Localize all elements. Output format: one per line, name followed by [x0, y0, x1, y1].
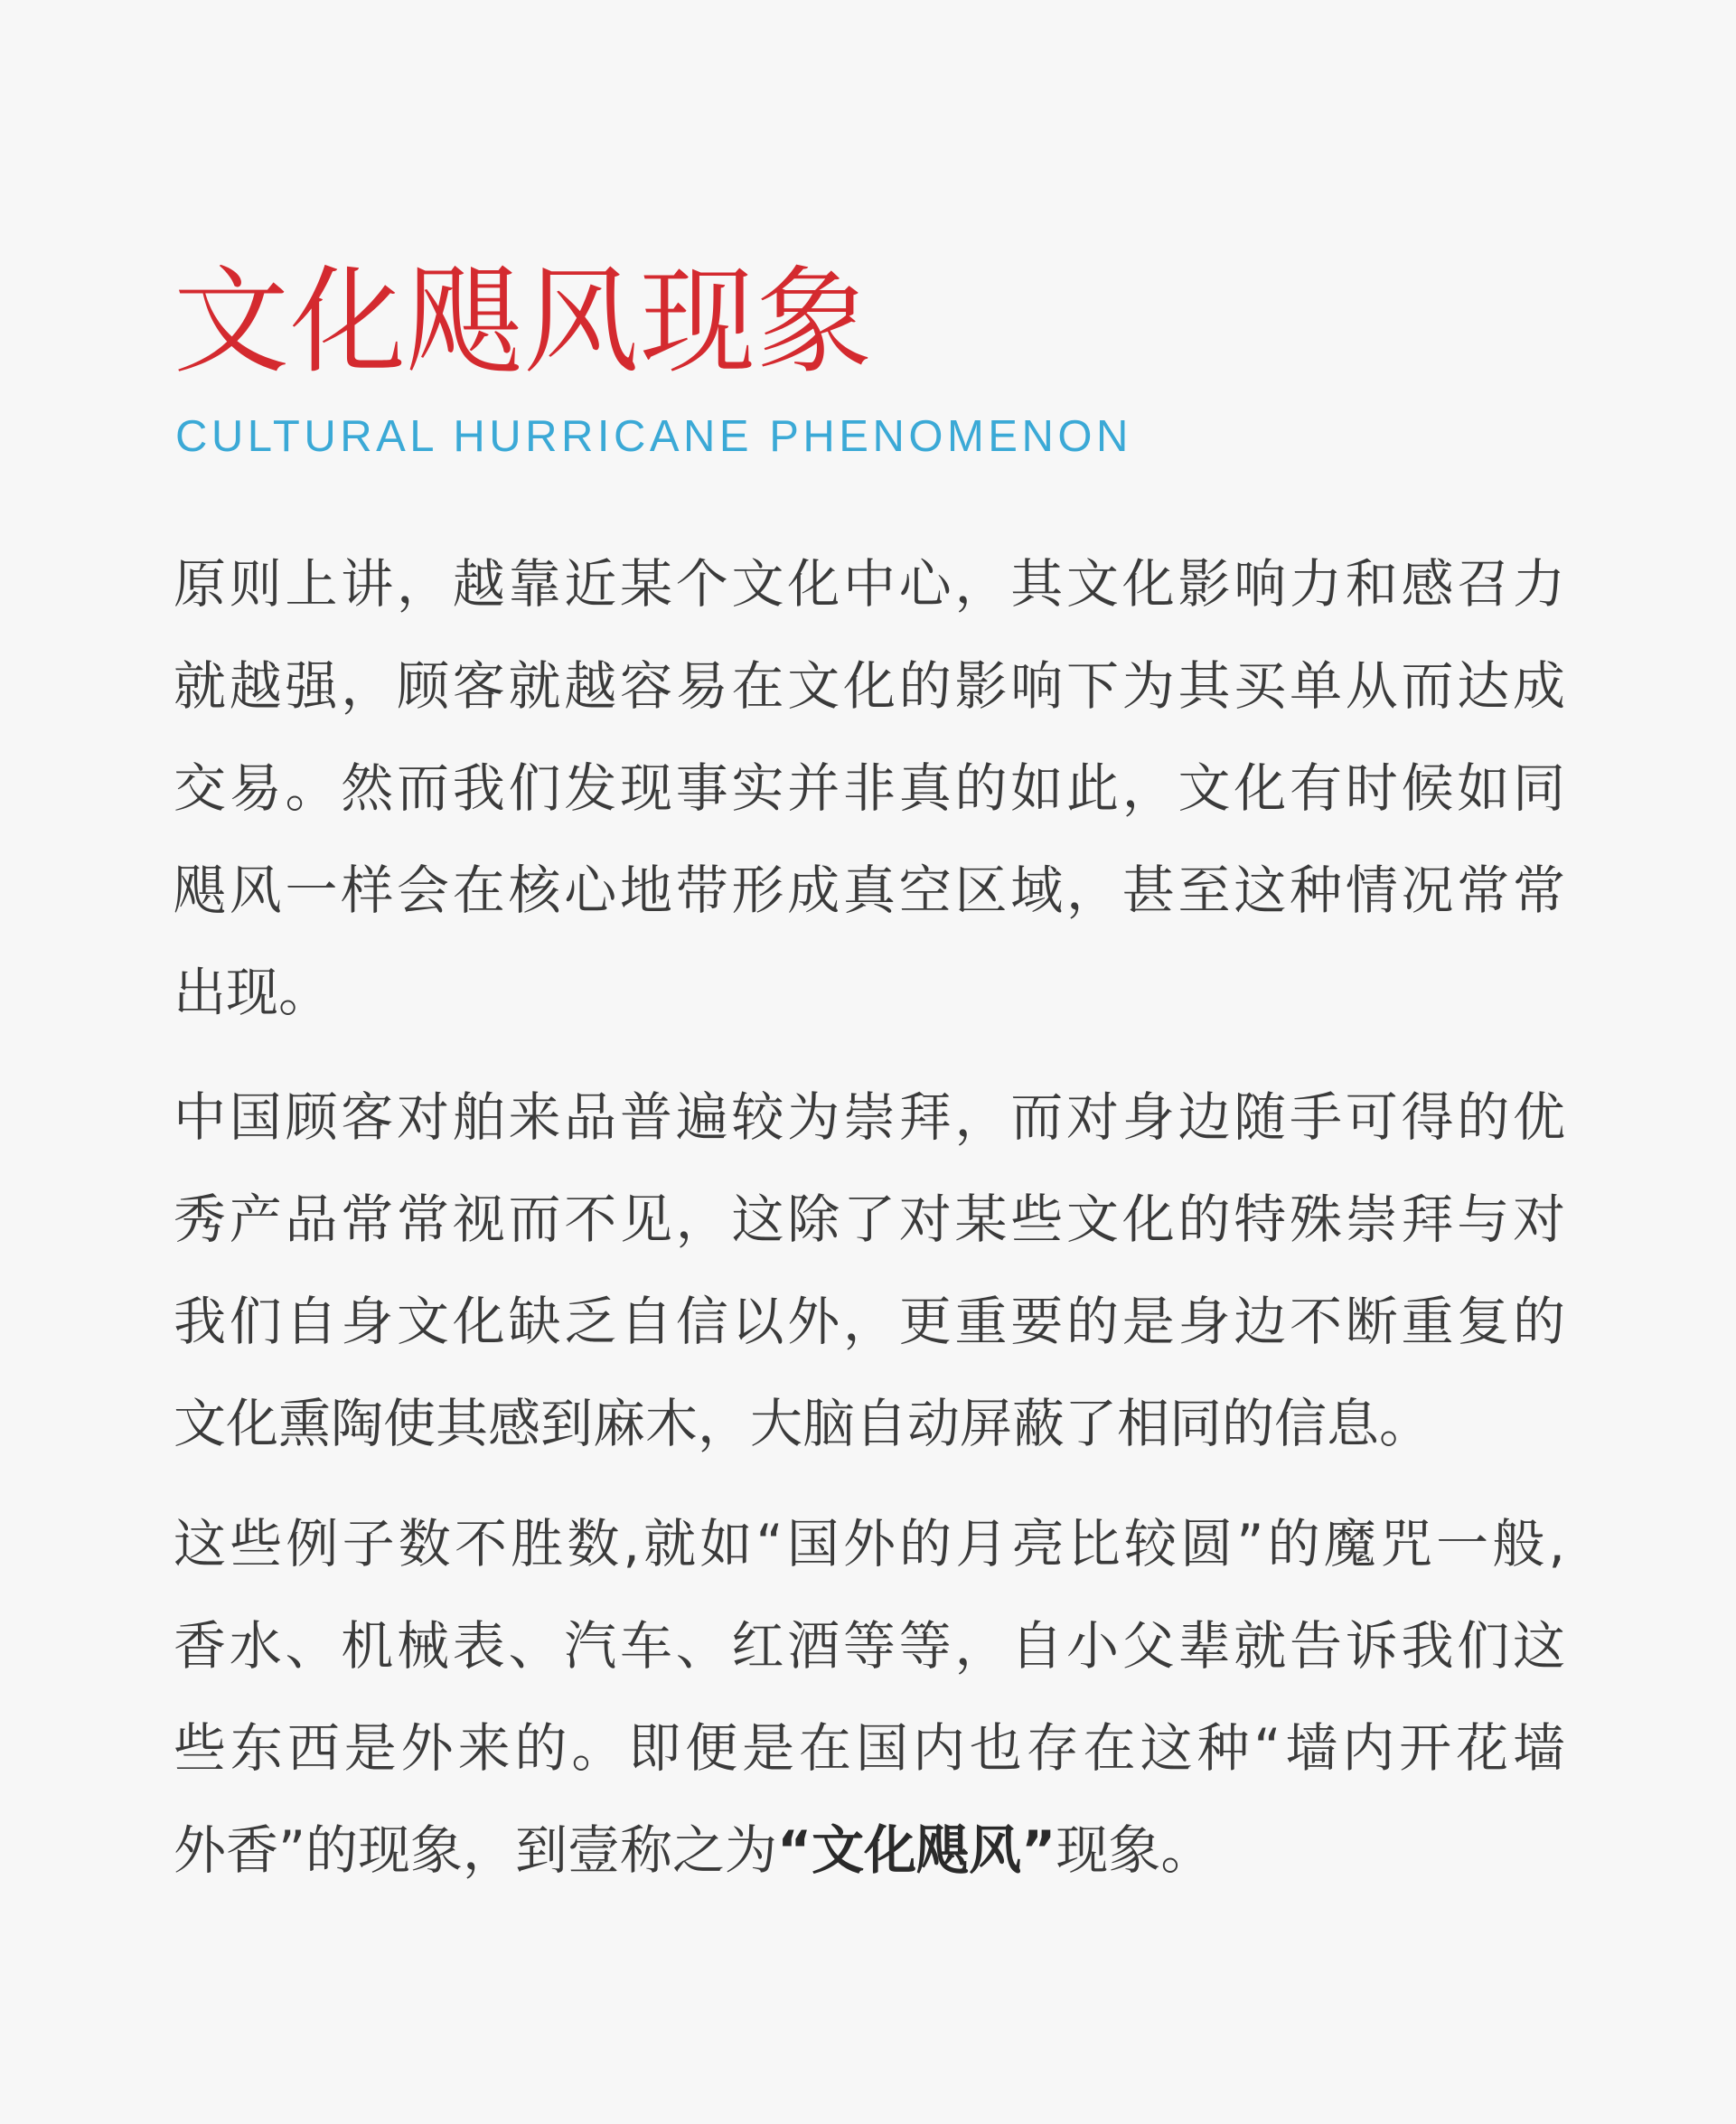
paragraph-line: 香水、机械表、汽车、红酒等等，自小父辈就告诉我们这 [174, 1615, 1565, 1677]
paragraph-line: 些东西是外来的。即便是在国内也存在这种“墙内开花墙 [174, 1717, 1565, 1779]
paragraph-1 [174, 533, 1565, 1044]
paragraph-line: 交易。然而我们发现事实并非真的如此，文化有时候如同 [174, 757, 1565, 819]
paragraph-2 [174, 1067, 1565, 1475]
paragraph-3 [174, 1493, 1565, 1902]
last-line-ending: 现象。 [1056, 1819, 1214, 1881]
page-subtitle: CULTURAL HURRICANE PHENOMENON [175, 412, 1132, 461]
emphasis-cultural-hurricane: “文化飓风” [777, 1819, 1056, 1881]
paragraph-line: 就越强，顾客就越容易在文化的影响下为其买单从而达成 [174, 655, 1565, 717]
paragraph-line: 秀产品常常视而不见，这除了对某些文化的特殊崇拜与对 [174, 1189, 1565, 1250]
paragraph-line: 出现。 [174, 962, 332, 1023]
last-line-text: 外香”的现象，到壹称之为 [174, 1819, 778, 1881]
paragraph-line: 这些例子数不胜数,就如“国外的月亮比较圆”的魔咒一般, [174, 1513, 1565, 1574]
paragraph-last-line [174, 1800, 1565, 1902]
page-title: 文化飓风现象 [174, 255, 874, 390]
paragraph-line: 文化熏陶使其感到麻木，大脑自动屏蔽了相同的信息。 [174, 1393, 1432, 1454]
paragraph-line: 我们自身文化缺乏自信以外，更重要的是身边不断重复的 [174, 1291, 1565, 1352]
paragraph-line: 中国顾客对舶来品普遍较为崇拜，而对身边随手可得的优 [174, 1086, 1565, 1148]
paragraph-line: 原则上讲，越靠近某个文化中心，其文化影响力和感召力 [174, 553, 1565, 615]
paragraph-line: 飓风一样会在核心地带形成真空区域，甚至这种情况常常 [174, 860, 1565, 921]
